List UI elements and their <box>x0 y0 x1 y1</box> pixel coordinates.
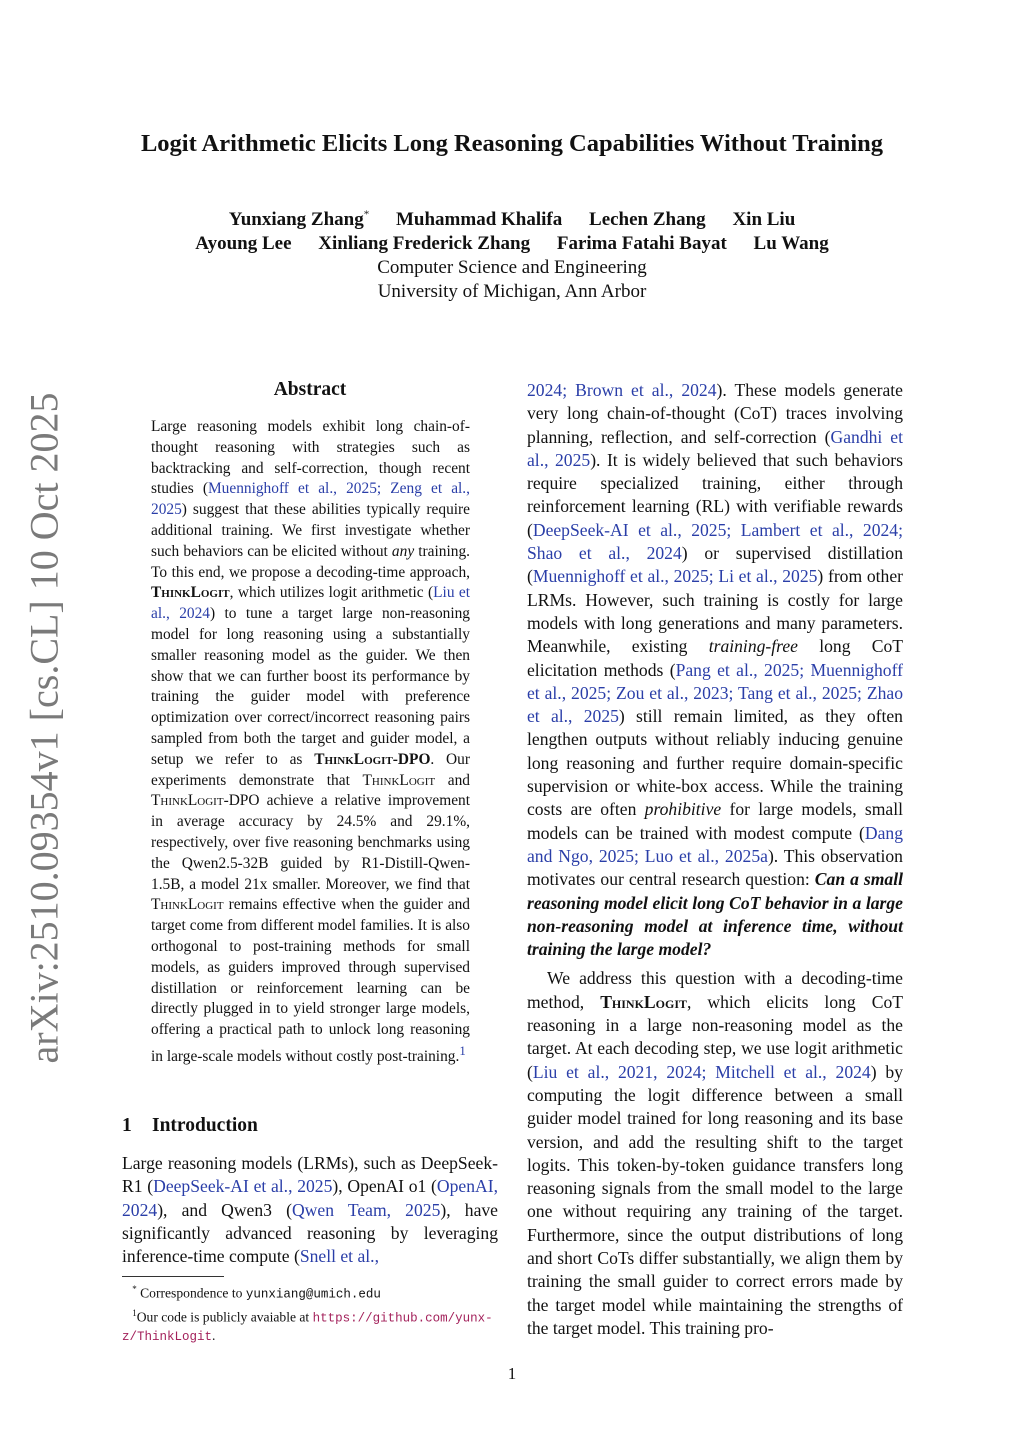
footnote-correspondence: * Correspondence to yunxiang@umich.edu <box>132 1284 381 1302</box>
author-name: Muhammad Khalifa <box>395 209 563 231</box>
abstract-heading: Abstract <box>273 379 347 400</box>
citation-link[interactable]: DeepSeek-AI et al., 2025; Lambert et al., 2024; Shao et al., 2024 <box>527 519 903 564</box>
right-column <box>527 379 903 1340</box>
citation-link[interactable]: Gandhi et al., 2025 <box>527 426 904 470</box>
author-name: Xin Liu <box>732 209 796 231</box>
citation-link[interactable]: Dang and Ngo, 2025; Luo et al., 2025a <box>527 822 903 866</box>
citation-link[interactable]: Muennighoff et al., 2025; Li et al., 2025 <box>532 566 818 587</box>
citation-link[interactable]: DeepSeek-AI et al., 2025 <box>153 1176 333 1197</box>
correspondence-mark: * <box>363 209 370 221</box>
affiliation-dept: Computer Science and Engineering <box>377 257 647 279</box>
footnote-ref[interactable]: 1 <box>459 1043 466 1058</box>
citation-link[interactable]: Liu et al., 2021, 2024; Mitchell et al., 2024 <box>532 1061 871 1082</box>
author-name-text: Yunxiang Zhang <box>228 209 364 231</box>
intro-paragraph-1-cont: 2024; Brown et al., 2024). These models generate very long chain-of-thought (CoT) traces involving planning, reflection, and self-correction (Gandhi et al., 2025). It is widely believed that such behaviors require specialized training, either through reinforcement learning (RL) with verifiable rewards (DeepSeek-AI et al., 2025; Lambert et al., 2024; Shao et al., 2024) or supervised distillation (Muennighoff et al., 2025; Li et al., 2025) from other LRMs. However, such training is costly for large models with long generations and many parameters. Meanwhile, existing training-free long CoT elicitation methods (Pang et al., 2025; Muennighoff et al., 2025; Zou et al., 2023; Tang et al., 2025; Zhao et al., 2025) still remain limited, as they often lengthen outputs without reliably inducing genuine long reasoning and further require domain-specific supervision or white-box access. While the training costs are often prohibitive for large models, small models can be trained with modest compute (Dang and Ngo, 2025; Luo et al., 2025a). This observation motivates our central research question: Can a small reasoning model elicit long CoT behavior in a large non-reasoning model at inference time, without training the large model? <box>527 380 904 960</box>
method-name-dpo: ThinkLogit-DPO <box>314 750 431 768</box>
author-name: Ayoung Lee <box>195 233 292 255</box>
citation-link[interactable]: Qwen Team, 2025 <box>291 1199 441 1220</box>
affiliation-univ: University of Michigan, Ann Arbor <box>377 281 647 303</box>
citation-link[interactable]: Liu et al., 2024 <box>151 584 470 623</box>
arxiv-side-label <box>14 392 74 1064</box>
section-heading <box>122 1115 258 1137</box>
method-name: ThinkLogit <box>151 896 224 914</box>
email-address[interactable]: yunxiang@umich.edu <box>245 1287 381 1302</box>
author-name: Farima Fatahi Bayat <box>556 233 727 255</box>
footnote-code: $^1$Our code is publicly avaiable at https://github.com/yunx-z/ThinkLogit. <box>122 1307 493 1345</box>
arxiv-identifier: arXiv:2510.09354v1 [cs.CL] 10 Oct 2025 <box>21 392 67 1064</box>
citation-link[interactable]: OpenAI, 2024 <box>122 1176 498 1220</box>
method-name-dpo: ThinkLogit-DPO <box>151 792 260 810</box>
method-name: ThinkLogit <box>600 991 688 1012</box>
method-name: ThinkLogit <box>151 584 230 602</box>
method-name: ThinkLogit <box>362 771 436 789</box>
intro-paragraph-1: Large reasoning models (LRMs), such as DeepSeek-R1 (DeepSeek-AI et al., 2025), OpenAI o1 (OpenAI, 2024), and Qwen3 (Qwen Team, 2025), have significantly advanced reasoning by leveraging inference-time compute (Snell et al., <box>122 1153 498 1267</box>
citation-link[interactable]: Snell et al., <box>299 1246 379 1267</box>
paper-title: Logit Arithmetic Elicits Long Reasoning Capabilities Without Training <box>140 130 884 157</box>
footnote-divider <box>122 1276 224 1277</box>
footnotes <box>122 1280 502 1346</box>
citation-link[interactable]: Muennighoff et al., 2025; Zeng et al., 2025 <box>151 480 470 519</box>
authors-row-2 <box>0 232 1024 256</box>
research-question: Can a small reasoning model elicit long CoT behavior in a large non-reasoning model at inference time, without training the large model? <box>527 869 903 960</box>
section-number: 1 <box>122 1115 132 1136</box>
page-number: 1 <box>507 1364 517 1383</box>
abstract-body: Large reasoning models exhibit long chain-of-thought reasoning with strategies such as backtracking and self-correction, though recent studies (Muennighoff et al., 2025; Zeng et al., 2025) suggest that these abilities typically require additional training. We first investigate whether such behaviors can be elicited without any training. To this end, we propose a decoding-time approach, ThinkLogit, which utilizes logit arithmetic (Liu et al., 2024) to tune a target large non-reasoning model for long reasoning using a substantially smaller reasoning model as the guider. We then show that we can further boost its performance by training the guider model with preference optimization over correct/incorrect reasoning pairs sampled from both the target and guider model, a setup we refer to as ThinkLogit-DPO. Our experiments demonstrate that ThinkLogit and ThinkLogit-DPO achieve a relative improvement in average accuracy by 24.5% and 29.1%, respectively, over five reasoning benchmarks using the Qwen2.5-32B guided by R1-Distill-Qwen-1.5B, a model 21x smaller. Moreover, we find that ThinkLogit remains effective when the guider and target come from different model families. It is also orthogonal to post-training methods for small models, as guiders improved through supervised distillation or reinforcement learning can be directly plugged in to yield stronger large models, offering a practical path to unlock long reasoning in large-scale models without costly post-training.$^1$ <box>151 418 471 1066</box>
authors-row-1 <box>0 203 1024 232</box>
author-name <box>229 209 370 230</box>
author-name: Xinliang Frederick Zhang <box>318 233 531 255</box>
citation-link[interactable]: Pang et al., 2025; Muennighoff et al., 2025; Zou et al., 2023; Tang et al., 2025; Zhao et al., 2025 <box>527 659 903 727</box>
section-title: Introduction <box>152 1115 258 1136</box>
intro-paragraph-2: We address this question with a decoding-time method, ThinkLogit, which elicits long CoT reasoning in a large non-reasoning model as the target. At each decoding step, we use logit arithmetic (Liu et al., 2021, 2024; Mitchell et al., 2024) by computing the logit difference between a small guider model trained for long reasoning and its base version, and add the resulting shift to the target logits. This token-by-token guidance transfers long reasoning signals from the small model to the large one without requiring any training of the target. Furthermore, since the output distributions of long and short CoTs differ substantially, we align them by training the small guider to correct errors made by the target model while maintaining the strengths of the target model. This training pro- <box>527 968 903 1338</box>
citation-link[interactable]: 2024; Brown et al., 2024 <box>527 380 717 400</box>
author-block <box>0 203 1024 304</box>
code-url-link[interactable]: https://github.com/yunx-z/ThinkLogit <box>122 1311 493 1345</box>
author-name: Lechen Zhang <box>589 209 706 231</box>
author-name: Lu Wang <box>753 233 829 255</box>
